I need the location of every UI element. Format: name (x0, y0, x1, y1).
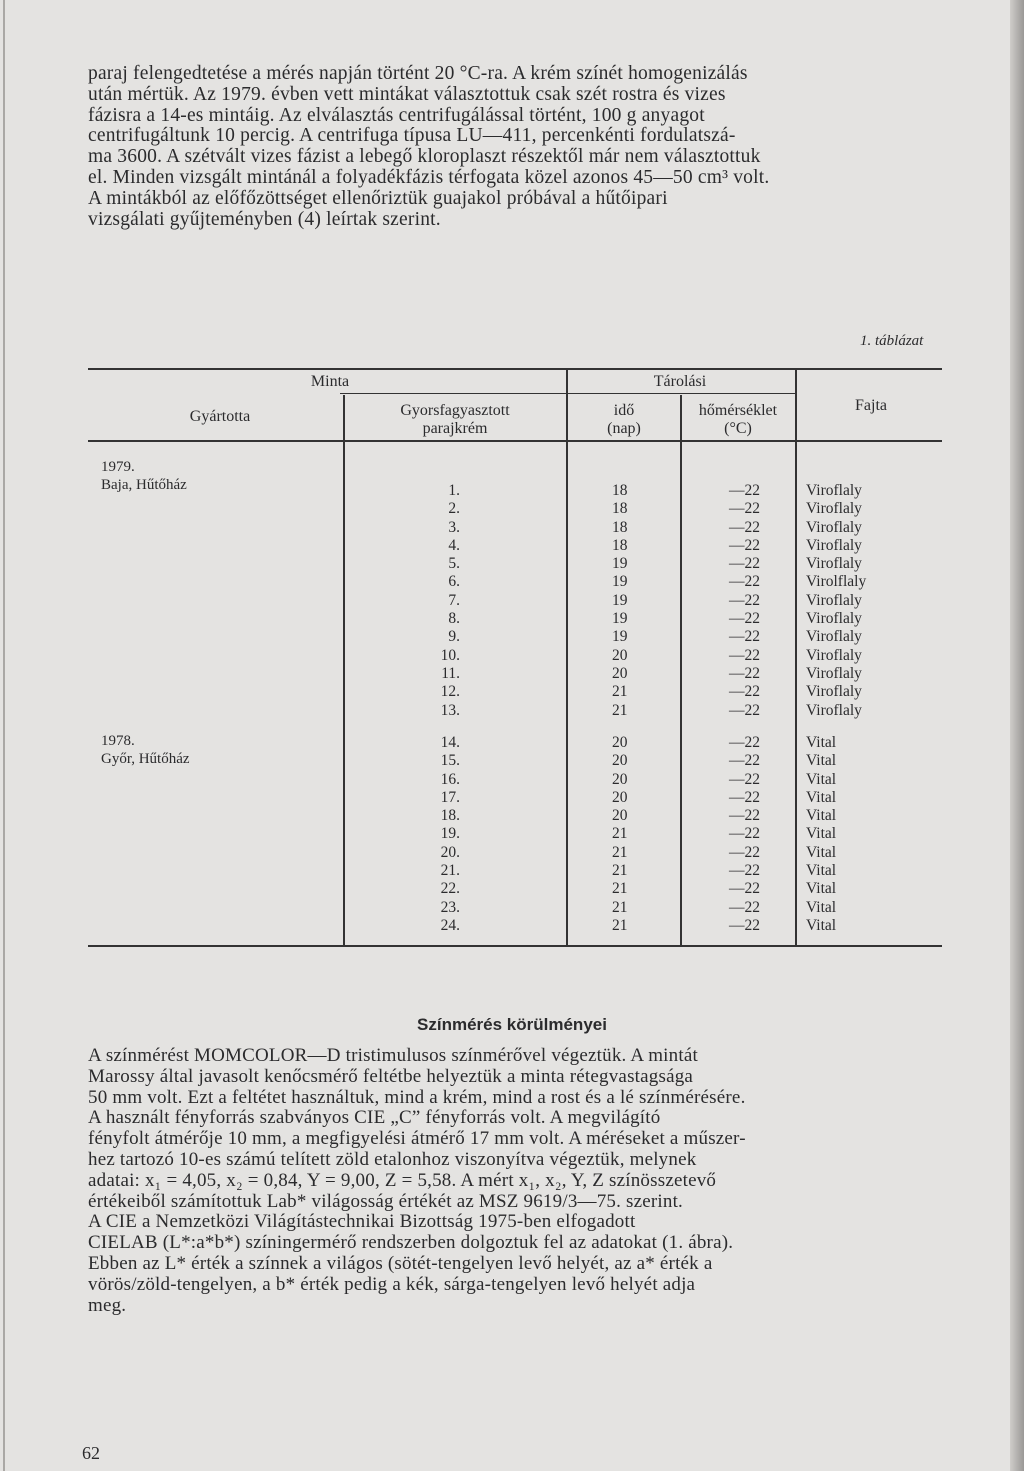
table-cell-days: 20 (612, 646, 628, 664)
header-gyorsfagyasztott-line2: parajkrém (422, 420, 488, 437)
table-cell-sample-number: 12. (440, 683, 460, 701)
table-cell-days: 21 (612, 683, 628, 701)
table-cell-days: 21 (612, 898, 628, 916)
intro-line: fázisra a 14-es mintáig. Az elválasztás centrifugálással történt, 100 g anyagot (88, 104, 705, 126)
table-cell-temperature: —22 (729, 770, 760, 788)
table-cell-temperature: —22 (729, 518, 760, 536)
page-spine (3, 0, 5, 1471)
table-cell-variety: Vital (806, 825, 837, 843)
body-paragraph (88, 1046, 950, 1316)
section-title: Színmérés körülményei (417, 1015, 607, 1034)
header-fajta: Fajta (855, 397, 887, 414)
group2-sample-numbers (420, 734, 460, 935)
table-cell-days: 20 (612, 664, 628, 682)
table-cell-sample-number: 23. (440, 898, 460, 916)
table-cell-sample-number: 4. (448, 536, 460, 554)
table-cell-variety: Viroflaly (806, 610, 862, 628)
intro-line: paraj felengedtetése a mérés napján történt 20 °C-ra. A krém színét homogenizálás (88, 63, 748, 84)
table-cell-days: 18 (612, 518, 628, 536)
table-cell-days: 21 (612, 843, 628, 861)
table-cell-sample-number: 10. (440, 646, 460, 664)
table-cell-sample-number: 2. (448, 500, 460, 518)
body-line: meg. (88, 1294, 127, 1316)
table-divider-4 (795, 368, 797, 945)
table-cell-temperature: —22 (729, 573, 760, 591)
table-bottom-rule (88, 945, 942, 947)
table-divider-2 (566, 368, 568, 945)
table-cell-sample-number: 21. (440, 862, 460, 880)
intro-line: A mintákból az előfőzöttséget ellenőriztük guajakol próbával a hűtőipari (88, 187, 668, 209)
body-line: CIELAB (L*:a*b*) színingermérő rendszerben dolgoztuk fel az adatokat (1. ábra). (88, 1232, 734, 1254)
table-cell-days: 19 (612, 555, 628, 573)
table-cell-variety: Viroflaly (806, 646, 862, 664)
table-cell-days: 20 (612, 807, 628, 825)
table-cell-sample-number: 17. (440, 788, 460, 806)
table-cell-variety: Viroflaly (806, 664, 862, 682)
group-1979-place: Baja, Hűtőház (101, 477, 187, 494)
header-gyartotta: Gyártotta (189, 408, 251, 425)
table-cell-sample-number: 22. (440, 880, 460, 898)
table-cell-temperature: —22 (729, 701, 760, 719)
table-cell-temperature: —22 (729, 825, 760, 843)
intro-line: vizsgálati gyűjteményben (4) leírtak szerint. (88, 208, 441, 230)
table-cell-variety: Vital (806, 898, 837, 916)
table-cell-sample-number: 1. (448, 482, 460, 499)
table-cell-days: 20 (612, 788, 628, 806)
table-cell-variety: Virolflaly (806, 573, 867, 591)
table-subheader-rule (340, 393, 796, 394)
table-cell-sample-number: 15. (440, 752, 460, 770)
table-cell-sample-number: 9. (448, 628, 460, 646)
group2-storage-days (612, 734, 652, 935)
header-gyorsfagyasztott-line1: Gyorsfagyasztott (400, 402, 510, 419)
body-line: adatai: x₁ = 4,05, x₂ = 0,84, Y = 9,00, Z = 5,58. A mért x₁, x₂, Y, Z színösszetevő (88, 1169, 717, 1191)
table-cell-days: 18 (612, 500, 628, 518)
table-cell-sample-number: 3. (448, 518, 460, 536)
table-cell-days: 19 (612, 628, 628, 646)
header-tarolasi: Tárolási (653, 373, 707, 390)
table-cell-sample-number: 5. (448, 555, 460, 573)
table-cell-variety: Viroflaly (806, 555, 862, 573)
table-cell-variety: Vital (806, 734, 837, 751)
table-cell-days: 21 (612, 825, 628, 843)
table-cell-temperature: —22 (729, 880, 760, 898)
table-cell-variety: Vital (806, 770, 837, 788)
header-homerseklet-line2: (°C) (724, 420, 752, 437)
body-line: vörös/zöld-tengelyen, a b* érték pedig a kék, sárga-tengelyen levő helyét adja (88, 1273, 696, 1295)
table-top-rule (88, 368, 942, 370)
table-cell-temperature: —22 (729, 788, 760, 806)
table-cell-temperature: —22 (729, 555, 760, 573)
intro-line: el. Minden vizsgált mintánál a folyadékfázis térfogata közel azonos 45—50 cm³ volt. (88, 166, 770, 188)
table-cell-temperature: —22 (729, 628, 760, 646)
group-1978-year: 1978. (101, 733, 135, 749)
header-homerseklet (682, 402, 794, 438)
table-cell-temperature: —22 (729, 898, 760, 916)
table-cell-days: 18 (612, 536, 628, 554)
group-1979-year: 1979. (101, 459, 135, 475)
table-caption: 1. táblázat (860, 333, 924, 349)
table-cell-days: 18 (612, 482, 628, 499)
table-cell-days: 21 (612, 862, 628, 880)
table-cell-sample-number: 24. (440, 916, 460, 934)
table-cell-temperature: —22 (729, 664, 760, 682)
table-cell-variety: Vital (806, 807, 837, 825)
intro-paragraph (88, 64, 950, 230)
table-divider-3 (680, 395, 682, 945)
page-edge-shadow (1010, 0, 1024, 1471)
group2-storage-temps (700, 734, 760, 935)
intro-line: ma 3600. A szétvált vizes fázist a lebegő kloroplaszt részektől már nem választottuk (88, 146, 761, 168)
table-cell-temperature: —22 (729, 683, 760, 701)
body-line: értékeiből számítottuk Lab* világosság értékét az MSZ 9619/3—75. szerint. (88, 1190, 684, 1212)
group-1979-label (101, 458, 187, 495)
body-line: hez tartozó 10-es számú telített zöld etalonhoz viszonyítva végeztük, melynek (88, 1148, 697, 1170)
group2-varieties (806, 734, 926, 935)
group1-varieties (806, 482, 926, 720)
header-minta: Minta (310, 373, 350, 390)
table-cell-temperature: —22 (729, 807, 760, 825)
table-cell-days: 20 (612, 734, 628, 751)
table-cell-variety: Viroflaly (806, 482, 862, 499)
table-cell-days: 19 (612, 591, 628, 609)
table-cell-variety: Vital (806, 916, 837, 934)
table-cell-sample-number: 16. (440, 770, 460, 788)
header-ido (570, 402, 678, 438)
table-cell-sample-number: 20. (440, 843, 460, 861)
header-ido-line2: (nap) (607, 420, 641, 437)
body-line: A CIE a Nemzetközi Világítástechnikai Bizottság 1975-ben elfogadott (88, 1211, 636, 1233)
table-cell-variety: Vital (806, 752, 837, 770)
intro-line: után mértük. Az 1979. évben vett mintákat választottuk csak szét rostra és vizes (88, 83, 726, 105)
table-cell-variety: Vital (806, 788, 837, 806)
page-number: 62 (82, 1443, 100, 1463)
table-cell-sample-number: 6. (448, 573, 460, 591)
table-divider-1 (343, 395, 345, 945)
table-cell-temperature: —22 (729, 482, 760, 499)
intro-line: centrifugáltunk 10 percig. A centrifuga típusa LU—411, percenkénti fordulatszá- (88, 125, 736, 147)
table-cell-variety: Viroflaly (806, 518, 862, 536)
table-cell-variety: Vital (806, 843, 837, 861)
table-cell-sample-number: 8. (448, 610, 460, 628)
table-cell-temperature: —22 (729, 752, 760, 770)
group-1978-label (101, 732, 190, 769)
table-cell-days: 20 (612, 770, 628, 788)
table-cell-variety: Viroflaly (806, 536, 862, 554)
table-cell-temperature: —22 (729, 646, 760, 664)
table-cell-sample-number: 11. (441, 664, 460, 682)
table-cell-temperature: —22 (729, 862, 760, 880)
table-cell-sample-number: 18. (440, 807, 460, 825)
header-gyorsfagyasztott (350, 402, 560, 438)
table-cell-variety: Viroflaly (806, 683, 862, 701)
body-line: 50 mm volt. Ezt a feltétet használtuk, mind a krém, mind a rost és a lé színmérésére. (88, 1086, 746, 1108)
table-cell-temperature: —22 (729, 500, 760, 518)
body-line: fényfolt átmérője 10 mm, a megfigyelési átmérő 17 mm volt. A méréseket a műszer- (88, 1128, 746, 1150)
table-cell-days: 21 (612, 701, 628, 719)
body-line: A használt fényforrás szabványos CIE „C” fényforrás volt. A megvilágító (88, 1107, 661, 1129)
table-cell-variety: Viroflaly (806, 628, 862, 646)
table-cell-temperature: —22 (729, 536, 760, 554)
header-homerseklet-line1: hőmérséklet (698, 402, 778, 419)
table-cell-variety: Viroflaly (806, 500, 862, 518)
group1-sample-numbers (420, 482, 460, 720)
table-cell-temperature: —22 (729, 916, 760, 934)
table-cell-days: 19 (612, 610, 628, 628)
table-cell-variety: Vital (806, 880, 837, 898)
body-line: Ebben az L* érték a színnek a világos (sötét-tengelyen levő helyét, az a* érték a (88, 1252, 713, 1274)
body-line: Marossy által javasolt kenőcsmérő feltétbe helyeztük a minta rétegvastagsága (88, 1065, 694, 1087)
table-cell-sample-number: 7. (448, 591, 460, 609)
body-line: A színmérést MOMCOLOR—D tristimulusos színmérővel végeztük. A mintát (88, 1045, 698, 1066)
table-cell-variety: Viroflaly (806, 701, 862, 719)
table-cell-temperature: —22 (729, 610, 760, 628)
table-cell-variety: Viroflaly (806, 591, 862, 609)
table-cell-sample-number: 13. (440, 701, 460, 719)
table-cell-days: 20 (612, 752, 628, 770)
table-cell-days: 21 (612, 880, 628, 898)
table-cell-variety: Vital (806, 862, 837, 880)
group1-storage-temps (700, 482, 760, 720)
table-cell-sample-number: 19. (440, 825, 460, 843)
table-cell-days: 19 (612, 573, 628, 591)
table-cell-temperature: —22 (729, 734, 760, 751)
group-1978-place: Győr, Hűtőház (101, 751, 190, 768)
table-cell-days: 21 (612, 916, 628, 934)
table-header-rule (88, 440, 942, 442)
table-cell-temperature: —22 (729, 843, 760, 861)
header-ido-line1: idő (613, 402, 635, 419)
group1-storage-days (612, 482, 652, 720)
table-cell-temperature: —22 (729, 591, 760, 609)
table-cell-sample-number: 14. (440, 734, 460, 751)
